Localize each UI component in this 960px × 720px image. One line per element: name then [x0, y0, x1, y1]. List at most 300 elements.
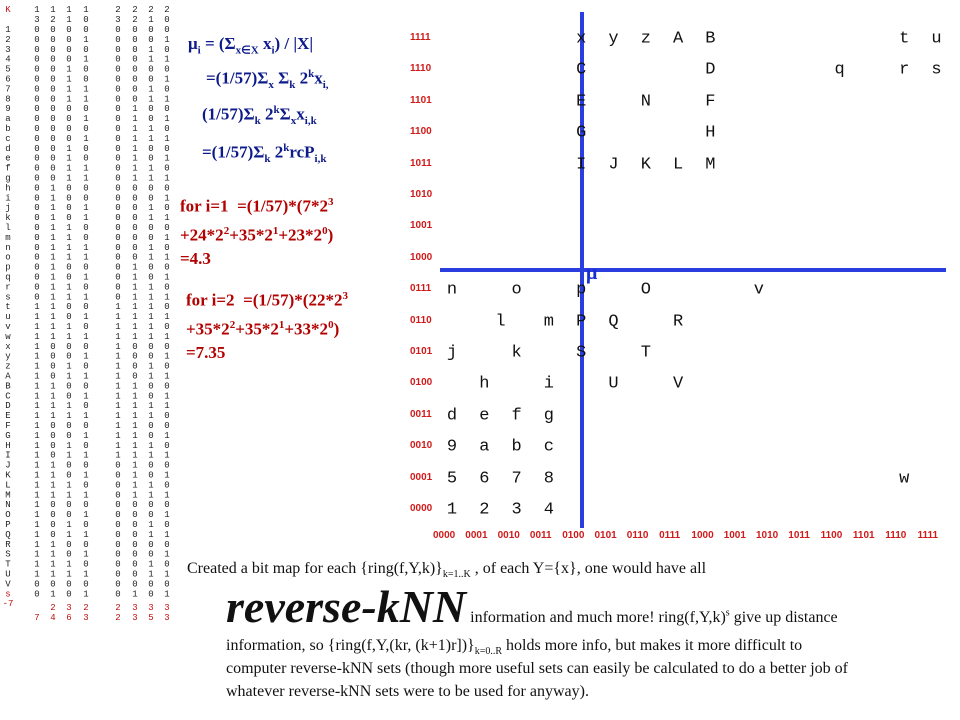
- bitmap-cell: 0: [132, 569, 138, 580]
- bitmap-cell: 0: [148, 470, 154, 481]
- bitmap-cell: 0: [83, 124, 89, 134]
- bitmap-cell: 1: [83, 450, 89, 461]
- bitmap-cell: 0: [115, 272, 121, 283]
- grid-point: f: [511, 406, 522, 426]
- bitmap-cell: 0: [148, 193, 154, 204]
- bitmap-cell: 1: [50, 183, 56, 194]
- bitmap-cell: 0: [164, 322, 170, 332]
- bitmap-row-label: v: [5, 322, 11, 332]
- bitmap-cell: 1: [83, 589, 89, 600]
- grid-point: g: [543, 406, 554, 426]
- bitmap-cell: 1: [132, 163, 138, 174]
- grid-point: I: [576, 155, 587, 175]
- bitmap-cell: 0: [132, 361, 138, 372]
- bitmap-row-label: g: [5, 173, 11, 184]
- bitmap-cell: 1: [66, 529, 72, 540]
- bitmap-cell: 0: [115, 490, 121, 501]
- bitmap-cell: 0: [164, 440, 170, 451]
- bitmap-cell: 1: [66, 480, 72, 491]
- bitmap-footer-count2: 3: [66, 603, 72, 614]
- bitmap-row-label: U: [5, 569, 11, 580]
- bitmap-cell: 1: [34, 391, 40, 402]
- bitmap-cell: 0: [148, 341, 154, 352]
- bitmap-cell: 0: [132, 25, 138, 35]
- bitmap-row-label: 5: [5, 64, 11, 75]
- bitmap-cell: 0: [115, 470, 121, 481]
- bitmap-cell: 1: [115, 322, 121, 332]
- bitmap-cell: 1: [115, 401, 121, 412]
- bitmap-cell: 0: [164, 411, 170, 422]
- grid-point: 4: [543, 500, 554, 520]
- bitmap-cell: 0: [115, 173, 121, 184]
- bitmap-col-header: 2: [132, 5, 138, 15]
- bitmap-footer-count: 3: [83, 613, 89, 624]
- bitmap-cell: 0: [34, 143, 40, 154]
- bitmap-cell: 0: [164, 84, 170, 95]
- y-axis-label: 0001: [410, 471, 433, 483]
- bitmap-cell: 0: [148, 549, 154, 560]
- grid-point: D: [705, 60, 716, 80]
- bitmap-cell: 1: [50, 331, 56, 342]
- grid-point: d: [446, 406, 458, 426]
- y-axis-label: 0111: [410, 283, 432, 295]
- grid-point: U: [608, 374, 619, 394]
- grid-point: o: [511, 280, 522, 300]
- bitmap-cell: 0: [50, 54, 56, 65]
- mean-point-label: μ: [586, 262, 598, 284]
- bitmap-cell: 0: [50, 64, 56, 75]
- grid-point: 9: [446, 437, 458, 457]
- bitmap-cell: 1: [83, 84, 89, 95]
- bitmap-cell: 1: [83, 114, 89, 125]
- bitmap-cell: 0: [164, 242, 170, 253]
- bitmap-cell: 0: [34, 133, 40, 144]
- x-axis-label: 1111: [917, 530, 939, 541]
- bitmap-cell: 1: [34, 480, 40, 491]
- bitmap-cell: 0: [164, 124, 170, 134]
- bitmap-cell: 0: [115, 183, 121, 194]
- bitmap-cell: 1: [50, 213, 56, 224]
- grid-point: V: [672, 374, 684, 394]
- bitmap-cell: 1: [83, 549, 89, 560]
- bitmap-cell: 1: [164, 193, 170, 204]
- formula-step-2: $=(1/57)\Sigma_x$ $\Sigma_k$ $2^kx_{i,}$: [206, 68, 329, 92]
- grid-point: l: [495, 312, 506, 332]
- bitmap-cell: 1: [34, 331, 40, 342]
- bitmap-cell: 1: [83, 411, 89, 422]
- bitmap-cell: 1: [34, 302, 40, 313]
- bitmap-cell: 0: [66, 510, 72, 521]
- bitmap-cell: 1: [50, 203, 56, 214]
- bitmap-cell: 1: [34, 401, 40, 412]
- bitmap-cell: 1: [164, 133, 170, 144]
- bitmap-footer-count: 5: [148, 613, 154, 624]
- bitmap-col-header: 1: [50, 5, 56, 15]
- bitmap-cell: 0: [132, 203, 138, 214]
- bitmap-cell: 1: [34, 539, 40, 550]
- bitmap-col-header2: 2: [132, 15, 138, 25]
- bitmap-cell: 0: [50, 34, 56, 45]
- bitmap-cell: 0: [132, 529, 138, 540]
- bitmap-cell: 0: [66, 213, 72, 224]
- bitmap-cell: 1: [66, 242, 72, 253]
- bitmap-row-label: x: [5, 341, 11, 352]
- bitmap-cell: 0: [115, 25, 121, 35]
- bitmap-cell: 0: [50, 450, 56, 461]
- bitmap-row-label: w: [5, 331, 11, 342]
- bitmap-col-header: 1: [83, 5, 89, 15]
- y-axis-label: 1101: [410, 94, 432, 106]
- bitmap-cell: 1: [34, 529, 40, 540]
- bitmap-row-label: 3: [5, 44, 11, 55]
- bitmap-cell: 1: [66, 74, 72, 85]
- bitmap-cell: 0: [83, 559, 89, 570]
- grid-point: p: [576, 280, 587, 300]
- bitmap-footer-count2: 3: [132, 603, 138, 614]
- x-axis-label: 0101: [594, 530, 617, 541]
- bitmap-cell: 0: [164, 183, 170, 194]
- bitmap-footer-count: 2: [115, 613, 121, 624]
- bitmap-cell: 1: [66, 84, 72, 95]
- bitmap-cell: 0: [148, 391, 154, 402]
- y-axis-label: 0101: [410, 346, 433, 357]
- bitmap-row-label: N: [5, 500, 11, 511]
- grid-point: T: [640, 343, 651, 363]
- bitmap-cell: 0: [66, 579, 72, 590]
- bitmap-row-label: I: [5, 450, 11, 461]
- grid-point: 1: [446, 500, 458, 520]
- bitmap-cell: 0: [115, 223, 121, 233]
- bitmap-cell: 0: [34, 292, 40, 303]
- bitmap-cell: 1: [132, 104, 138, 115]
- bitmap-row-label: 1: [5, 25, 11, 35]
- bitmap-cell: 0: [50, 173, 56, 184]
- bitmap-cell: 1: [50, 411, 56, 422]
- bitmap-cell: 1: [132, 331, 138, 342]
- bitmap-cell: 0: [132, 579, 138, 590]
- bitmap-cell: 1: [148, 133, 154, 144]
- bitmap-cell: 1: [164, 232, 170, 243]
- bitmap-footer-count2: 3: [148, 603, 154, 614]
- bitmap-cell: 1: [164, 510, 170, 521]
- bitmap-cell: 1: [34, 460, 40, 471]
- bitmap-cell: 1: [50, 262, 56, 273]
- bitmap-cell: 0: [148, 510, 154, 521]
- bitmap-cell: 1: [34, 440, 40, 451]
- grid-point: 5: [446, 469, 458, 489]
- bitmap-cell: 1: [83, 510, 89, 521]
- bitmap-cell: 0: [83, 232, 89, 243]
- bitmap-cell: 0: [164, 302, 170, 313]
- bitmap-row-label: 2: [5, 34, 11, 45]
- example-i1: for $i=1 =(1/57)*(7*2^3$ $+24*2^2+35*2^1+23*2^0$) =4.3: [180, 190, 333, 271]
- bitmap-footer-count2: 2: [115, 603, 121, 614]
- bitmap-cell: 1: [148, 163, 154, 174]
- bitmap-cell: 0: [115, 510, 121, 521]
- bitmap-cell: 0: [34, 34, 40, 45]
- y-axis-label: 0000: [410, 503, 433, 514]
- x-axis-label: 0110: [626, 530, 649, 541]
- grid-point: M: [705, 155, 716, 175]
- bitmap-cell: 1: [34, 371, 40, 382]
- bitmap-cell: 0: [164, 104, 170, 115]
- bitmap-cell: 0: [34, 64, 40, 75]
- bitmap-cell: 1: [164, 34, 170, 45]
- bitmap-cell: 0: [34, 242, 40, 253]
- grid-point: C: [576, 60, 587, 80]
- bitmap-cell: 1: [83, 203, 89, 214]
- bitmap-cell: 1: [83, 529, 89, 540]
- bitmap-cell: 0: [164, 341, 170, 352]
- bitmap-cell: 0: [115, 252, 121, 263]
- bitmap-cell: 0: [66, 391, 72, 402]
- bitmap-cell: 0: [115, 34, 121, 45]
- bitmap-cell: 0: [34, 44, 40, 55]
- bitmap-cell: 0: [115, 262, 121, 273]
- bitmap-cell: 1: [66, 173, 72, 184]
- bitmap-cell: 0: [148, 114, 154, 125]
- bitmap-row-label: s: [5, 589, 11, 600]
- grid-point: 6: [479, 469, 490, 489]
- bitmap-cell: 0: [34, 193, 40, 204]
- bitmap-cell: 0: [132, 74, 138, 85]
- bitmap-cell: 1: [34, 430, 40, 441]
- bitmap-cell: 1: [164, 549, 170, 560]
- bitmap-row-label: Q: [5, 529, 11, 540]
- bitmap-cell: 0: [164, 480, 170, 491]
- bitmap-cell: 0: [115, 44, 121, 55]
- grid-point: q: [834, 60, 845, 80]
- bitmap-footer-count: 3: [164, 613, 170, 624]
- grid-point: P: [576, 312, 587, 332]
- bitmap-row-label: 4: [5, 54, 11, 65]
- bitmap-cell: 0: [164, 460, 170, 471]
- bitmap-row-label: T: [5, 559, 11, 570]
- bitmap-cell: 1: [148, 44, 154, 55]
- bitmap-cell: 0: [66, 124, 72, 134]
- bitmap-cell: 1: [34, 361, 40, 372]
- bitmap-cell: 0: [115, 282, 121, 293]
- bitmap-col-header: 1: [34, 5, 40, 15]
- bitmap-footer-count: 3: [132, 613, 138, 624]
- bottom-text-line2: information, so {ring(f,Y,(kr, $(k+1)r])\}_{k=0..R}$ holds more info, but makes it more difficult to: [226, 637, 803, 658]
- bitmap-cell: 1: [83, 292, 89, 303]
- bitmap-cell: 1: [115, 302, 121, 313]
- bitmap-cell: 0: [50, 104, 56, 115]
- bitmap-cell: 1: [34, 312, 40, 323]
- bitmap-row-label: 6: [5, 74, 11, 85]
- bitmap-cell: 0: [66, 133, 72, 144]
- bitmap-cell: 1: [115, 450, 121, 461]
- bitmap-cell: 1: [148, 361, 154, 372]
- x-axis-label: 1001: [723, 530, 746, 541]
- bitmap-cell: 0: [148, 539, 154, 550]
- y-axis-label: 1010: [410, 189, 433, 200]
- bitmap-cell: 0: [34, 272, 40, 283]
- bitmap-cell: 1: [148, 559, 154, 570]
- bitmap-col-header: 2: [148, 5, 154, 15]
- bitmap-row-label: G: [5, 430, 11, 441]
- bitmap-col-header2: 3: [115, 15, 121, 25]
- bitmap-cell: 0: [50, 133, 56, 144]
- bitmap-cell: 0: [66, 34, 72, 45]
- bitmap-cell: 0: [148, 25, 154, 35]
- bitmap-cell: 0: [148, 74, 154, 85]
- bitmap-cell: 0: [164, 223, 170, 233]
- bitmap-cell: 1: [164, 490, 170, 501]
- bitmap-cell: 1: [148, 124, 154, 134]
- bitmap-cell: 0: [148, 153, 154, 164]
- x-axis-label: 0011: [529, 530, 552, 541]
- bitmap-cell: 0: [83, 74, 89, 85]
- bitmap-cell: 0: [83, 381, 89, 392]
- grid-point: i: [543, 374, 554, 394]
- bitmap-cell: 0: [66, 549, 72, 560]
- bitmap-cell: 0: [83, 104, 89, 115]
- bitmap-cell: 0: [50, 94, 56, 105]
- bitmap-row-label: D: [5, 401, 11, 412]
- y-axis-label: 0100: [410, 377, 433, 389]
- bitmap-cell: 0: [132, 539, 138, 550]
- x-axis-label: 1000: [691, 530, 714, 541]
- bitmap-cell: 0: [115, 54, 121, 65]
- y-axis-label: 0010: [410, 440, 433, 452]
- bitmap-cell: 0: [83, 44, 89, 55]
- bitmap-cell: 1: [66, 361, 72, 372]
- formula-mean-definition: $\mu_i = (\Sigma_{x\in X}$ $x_i) / |X|$: [188, 34, 314, 57]
- bitmap-cell: 0: [164, 203, 170, 214]
- bitmap-cell: 0: [83, 460, 89, 471]
- bitmap-cell: 1: [83, 54, 89, 65]
- bitmap-cell: 0: [164, 559, 170, 570]
- bitmap-cell: 1: [148, 569, 154, 580]
- bitmap-cell: 1: [164, 54, 170, 65]
- bitmap-cell: 0: [115, 84, 121, 95]
- bitmap-cell: 1: [66, 232, 72, 243]
- grid-point: 8: [543, 469, 554, 489]
- bitmap-row-label: O: [5, 510, 11, 521]
- bitmap-cell: 0: [115, 549, 121, 560]
- bitmap-cell: 0: [66, 589, 72, 600]
- bitmap-cell: 1: [164, 351, 170, 362]
- bitmap-cell: 1: [164, 529, 170, 540]
- bitmap-cell: 1: [50, 322, 56, 332]
- bitmap-cell: 1: [132, 312, 138, 323]
- bitmap-cell: 0: [50, 510, 56, 521]
- grid-point: J: [608, 155, 619, 175]
- bitmap-cell: 1: [132, 322, 138, 332]
- bitmap-cell: 0: [50, 371, 56, 382]
- bitmap-cell: 1: [164, 430, 170, 441]
- y-axis-label: 1001: [410, 220, 433, 232]
- bitmap-cell: 1: [66, 401, 72, 412]
- bitmap-cell: 0: [164, 282, 170, 293]
- bitmap-cell: 0: [132, 510, 138, 521]
- grid-point: e: [479, 406, 490, 426]
- bitmap-cell: 0: [115, 460, 121, 471]
- bitmap-cell: 1: [132, 421, 138, 431]
- bitmap-cell: 0: [115, 232, 121, 243]
- bitmap-cell: 1: [164, 391, 170, 402]
- bitmap-row-label: p: [5, 262, 11, 273]
- bitmap-cell: 0: [115, 124, 121, 134]
- bitmap-cell: 1: [164, 292, 170, 303]
- bitmap-cell: 0: [132, 232, 138, 243]
- bitmap-cell: 1: [50, 490, 56, 501]
- bitmap-cell: 0: [115, 292, 121, 303]
- caption: Created a bit map for each $\{ring(f,Y,k)\}_{k=1..K}$ , of each Y={x}, one would have all: [187, 560, 707, 581]
- bitmap-cell: 1: [148, 54, 154, 65]
- bitmap-cell: 1: [66, 322, 72, 332]
- bitmap-cell: 1: [34, 381, 40, 392]
- bitmap-cell: 1: [50, 391, 56, 402]
- bitmap-cell: 1: [83, 34, 89, 45]
- grid-point: 3: [511, 500, 522, 520]
- bitmap-cell: 1: [50, 539, 56, 550]
- bitmap-cell: 0: [148, 579, 154, 590]
- bitmap-cell: 0: [164, 163, 170, 174]
- grid-point: a: [479, 437, 490, 457]
- bitmap-cell: 0: [50, 163, 56, 174]
- bitmap-cell: 0: [164, 262, 170, 273]
- bitmap-cell: 0: [50, 579, 56, 590]
- bitmap-cell: 1: [50, 223, 56, 233]
- bitmap-row-label: H: [5, 440, 11, 451]
- bitmap-cell: 1: [148, 203, 154, 214]
- bitmap-cell: 1: [164, 569, 170, 580]
- grid-point: L: [672, 155, 684, 175]
- y-axis-label: 1000: [410, 251, 433, 263]
- bitmap-cell: 1: [34, 421, 40, 431]
- bitmap-cell: 1: [83, 430, 89, 441]
- bitmap-cell: 1: [34, 500, 40, 511]
- bitmap-cell: 0: [132, 64, 138, 75]
- bitmap-cell: 1: [50, 589, 56, 600]
- bitmap-cell: 0: [132, 213, 138, 224]
- bitmap-cell: 0: [148, 262, 154, 273]
- bitmap-cell: 1: [132, 470, 138, 481]
- bitmap-footer-count: 7: [34, 613, 40, 624]
- bitmap-cell: 0: [34, 114, 40, 125]
- bitmap-row-label: m: [5, 232, 11, 243]
- bitmap-footer-count2: 2: [83, 603, 89, 614]
- bitmap-cell: 0: [50, 84, 56, 95]
- bitmap-cell: 0: [66, 421, 72, 431]
- bitmap-cell: 1: [66, 490, 72, 501]
- bitmap-cell: 0: [50, 74, 56, 85]
- bitmap-cell: 0: [115, 559, 121, 570]
- bitmap-cell: 1: [148, 173, 154, 184]
- bitmap-cell: 0: [115, 520, 121, 530]
- bitmap-cell: 0: [66, 193, 72, 204]
- bitmap-cell: 1: [115, 440, 121, 451]
- bitmap-cell: 1: [83, 94, 89, 105]
- bitmap-cell: 1: [83, 252, 89, 263]
- bitmap-cell: 1: [132, 282, 138, 293]
- bitmap-cell: 1: [34, 520, 40, 530]
- bitmap-cell: 1: [66, 440, 72, 451]
- bitmap-cell: 0: [83, 153, 89, 164]
- bitmap-cell: 1: [83, 391, 89, 402]
- bitmap-cell: 0: [50, 529, 56, 540]
- bitmap-cell: 1: [164, 450, 170, 461]
- bitmap-cell: 1: [164, 114, 170, 125]
- bitmap-cell: 0: [132, 84, 138, 95]
- bitmap-footer-count: 6: [66, 613, 72, 624]
- grid-point: y: [608, 29, 619, 49]
- grid-point: r: [899, 60, 910, 80]
- bitmap-cell: 0: [115, 242, 121, 253]
